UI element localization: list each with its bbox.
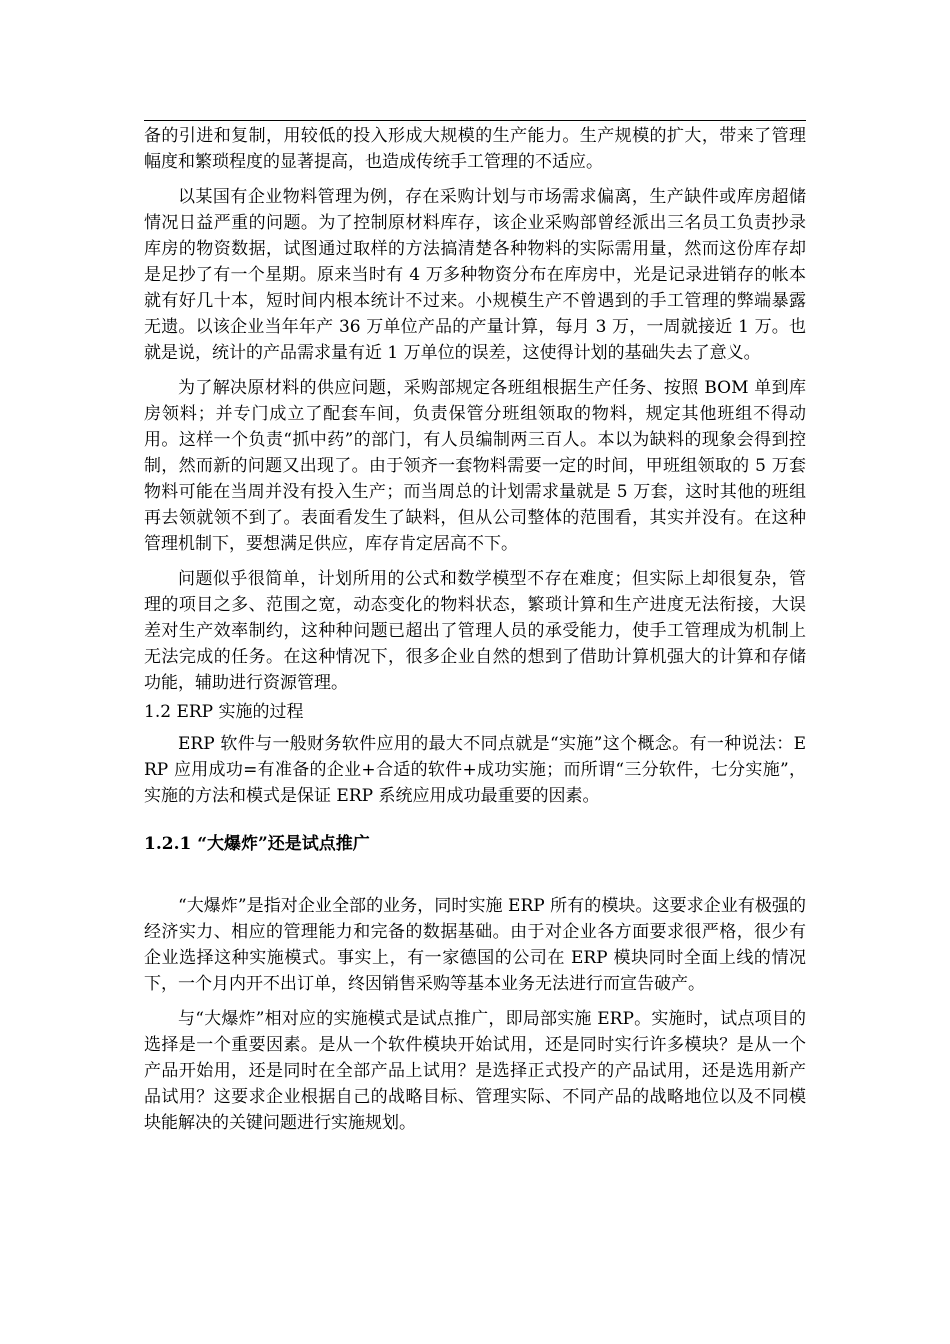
paragraph-continuation: 备的引进和复制，用较低的投入形成大规模的生产能力。生产规模的扩大，带来了管理幅度和繁琐程度的显著提高，也造成传统手工管理的不适应。 <box>144 126 806 172</box>
section-title-big-bang-vs-pilot: 1.2.1 “大爆炸”还是试点推广 <box>144 834 370 854</box>
paragraph-material-management-example: 以某国有企业物料管理为例，存在采购计划与市场需求偏离，生产缺件或库房超储情况日益严重的问题。为了控制原材料库存，该企业采购部曾经派出三名员工负责抄录库房的物资数据，试图通过取样的方法搞清楚各种物料的实际需用量，然而这份库存却是足抄了有一个星期。原来当时有 4 万多种物资分布在库房中，光是记录进销存的帐本就有好几十本，短时间内根本统计不过来。小规模生产不曾遇到的手工管理的弊端暴露无遗。以该企业当年年产 36 万单位产品的产量计算，每月 3 万，一周就接近 1 万。也就是说，统计的产品需求量有近 1 万单位的误差，这使得计划的基础失去了意义。 <box>144 187 806 363</box>
paragraph-manual-management-limits: 问题似乎很简单，计划所用的公式和数学模型不存在难度；但实际上却很复杂，管理的项目之多、范围之宽，动态变化的物料状态，繁琐计算和生产进度无法衔接，大误差对生产效率制约，这种种问题已超出了管理人员的承受能力，使手工管理成为机制上无法完成的任务。在这种情况下，很多企业自然的想到了借助计算机强大的计算和存储功能，辅助进行资源管理。 <box>144 569 806 693</box>
header-rule <box>144 120 806 121</box>
subheading-erp-implementation-process: 1.2 ERP 实施的过程 <box>144 702 304 722</box>
paragraph-implementation-concept: ERP 软件与一般财务软件应用的最大不同点就是“实施”这个概念。有一种说法：ERP 应用成功=有准备的企业+合适的软件+成功实施；而所谓“三分软件，七分实施”，实施的方法和模式是保证 ERP 系统应用成功最重要的因素。 <box>144 734 806 806</box>
paragraph-big-bang: “大爆炸”是指对企业全部的业务，同时实施 ERP 所有的模块。这要求企业有极强的经济实力、相应的管理能力和完备的数据基础。由于对企业各方面要求很严格，很少有企业选择这种实施模式。事实上，有一家德国的公司在 ERP 模块同时全面上线的情况下，一个月内开不出订单，终因销售采购等基本业务无法进行而宣告破产。 <box>144 896 806 994</box>
paragraph-raw-material-supply: 为了解决原材料的供应问题，采购部规定各班组根据生产任务、按照 BOM 单到库房领料；并专门成立了配套车间，负责保管分班组领取的物料，规定其他班组不得动用。这样一个负责“抓中药”的部门，有人员编制两三百人。本以为缺料的现象会得到控制，然而新的问题又出现了。由于领齐一套物料需要一定的时间，甲班组领取的 5 万套物料可能在当周并没有投入生产；而当周总的计划需求量就是 5 万套，这时其他的班组再去领就领不到了。表面看发生了缺料，但从公司整体的范围看，其实并没有。在这种管理机制下，要想满足供应，库存肯定居高不下。 <box>144 378 806 554</box>
paragraph-pilot-rollout: 与“大爆炸”相对应的实施模式是试点推广，即局部实施 ERP。实施时，试点项目的选择是一个重要因素。是从一个软件模块开始试用，还是同时实行许多模块？是从一个产品开始用，还是同时在全部产品上试用？是选择正式投产的产品试用，还是选用新产品试用？这要求企业根据自己的战略目标、管理实际、不同产品的战略地位以及不同模块能解决的关键问题进行实施规划。 <box>144 1009 806 1133</box>
document-body <box>144 123 806 1136</box>
